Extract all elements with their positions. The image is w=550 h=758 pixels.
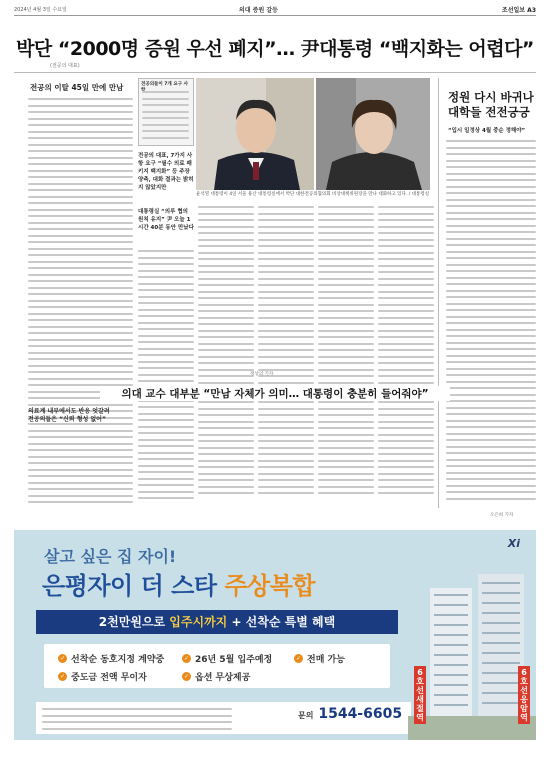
left-article-body bbox=[28, 98, 133, 508]
demands-infobox bbox=[138, 78, 194, 146]
president-photo bbox=[196, 78, 314, 190]
issue-date: 2024년 4월 3일 수요일 bbox=[14, 7, 67, 13]
byline-top: 정상의 기자 bbox=[250, 372, 274, 377]
ad-band-pre: 2천만원으로 bbox=[98, 615, 170, 629]
side-article-body bbox=[446, 140, 536, 508]
ad-phone-number: 1544-6605 bbox=[318, 706, 403, 722]
apartment-advertisement[interactable] bbox=[14, 528, 536, 740]
ad-footer bbox=[36, 702, 411, 734]
ad-feature-box bbox=[44, 644, 390, 688]
bottom-subhead-1: 의료계 내부에서도 반응 엇갈려 bbox=[28, 408, 110, 415]
ad-item-1: ✓ 선착순 동호지정 계약중 bbox=[59, 655, 165, 665]
check-icon: ✓ bbox=[183, 673, 190, 680]
center-article-body-col1 bbox=[138, 250, 194, 508]
check-icon: ✓ bbox=[295, 655, 302, 662]
side-article-headline: 정원 다시 바귀나 대학들 전전긍긍 bbox=[448, 90, 534, 119]
check-icon: ✓ bbox=[59, 673, 66, 680]
ad-item-4: ✓ 중도금 전액 무이자 bbox=[59, 673, 147, 683]
ad-eyebrow: 살고 싶은 집 자이! bbox=[44, 547, 177, 566]
towers-image bbox=[408, 570, 536, 740]
left-article-kicker: 전공의 이탈 45일 만에 만남 bbox=[30, 83, 124, 92]
ad-item-5: ✓ 옵션 무상제공 bbox=[183, 673, 251, 683]
center-subhead-2: 대통령실 “의루 협의 원칙 유지” 尹 오늘 1시간 40분 동안 만났다 bbox=[138, 209, 194, 231]
ad-band-highlight: 입주시까지 bbox=[169, 615, 228, 629]
apartment-towers-illustration bbox=[408, 570, 536, 740]
byline-bottom: 오은희 기자 bbox=[490, 513, 514, 518]
xi-logo: Xi bbox=[507, 537, 520, 550]
president-portrait-image bbox=[196, 78, 314, 190]
page-header bbox=[14, 5, 536, 16]
center-article-body-col3 bbox=[258, 206, 314, 508]
page-number: 조선일보 A3 bbox=[501, 7, 536, 14]
center-article-body-col2 bbox=[198, 206, 254, 508]
ad-title-accent: 주상복합 bbox=[224, 572, 316, 600]
center-article-body-col4 bbox=[318, 206, 374, 508]
ad-benefit-band bbox=[36, 610, 398, 634]
photo-caption: 윤석열 대통령이 4일 서울 용산 대통령실에서 박단 대한전공의협의회 비상대책위원장을 만나 대화하고 있다. / 대통령실 bbox=[196, 192, 430, 197]
tower-tag-1: 6호선 새절역 bbox=[414, 666, 426, 724]
check-icon: ✓ bbox=[59, 655, 66, 662]
bottom-subhead-2: 전공의들은 “신뢰 형성 없어” bbox=[28, 416, 106, 423]
infobox-title: 전공의들이 7개 요구 사 bbox=[141, 82, 188, 87]
ad-title bbox=[42, 566, 315, 601]
center-subhead: 전공의 대표, 7가지 사항 요구 “필수 의료 패키지 백지화” 등 주장 양측, 대화 결과는 밝히지 않았지만 bbox=[138, 153, 194, 191]
section-divider bbox=[14, 72, 536, 73]
tower-tag-2: 6호선 응암역 bbox=[518, 666, 530, 724]
infobox-list bbox=[142, 91, 189, 141]
ad-phone-label: 문의 bbox=[298, 711, 314, 720]
bottom-article-headline: 의대 교수 대부분 “만남 자체가 의미… 대통령이 충분히 들어줘야” bbox=[100, 386, 450, 401]
section-label: 의대 증원 갈등 bbox=[239, 7, 278, 14]
side-article-subhead: “입시 일정상 4월 중순 정해야” bbox=[448, 128, 526, 134]
resident-leader-portrait-image bbox=[316, 78, 430, 190]
column-divider bbox=[438, 78, 439, 508]
ad-phone[interactable] bbox=[298, 706, 402, 722]
ad-band-post: + 선착순 특별 혜택 bbox=[227, 615, 336, 629]
resident-leader-photo bbox=[316, 78, 430, 190]
ad-item-3: ✓ 전매 가능 bbox=[295, 655, 345, 665]
headline-credit: (전공의 대표) bbox=[50, 63, 80, 69]
ad-fine-print bbox=[42, 708, 232, 730]
check-icon: ✓ bbox=[183, 655, 190, 662]
center-article-body-col5 bbox=[378, 206, 434, 508]
ad-title-main: 은평자이 더 스타 bbox=[42, 572, 225, 600]
ad-item-2: ✓ 26년 5월 입주예정 bbox=[183, 655, 273, 665]
main-headline: 박단 “2000명 증원 우선 폐지”… 尹대통령 “백지화는 어렵다” bbox=[16, 38, 534, 60]
